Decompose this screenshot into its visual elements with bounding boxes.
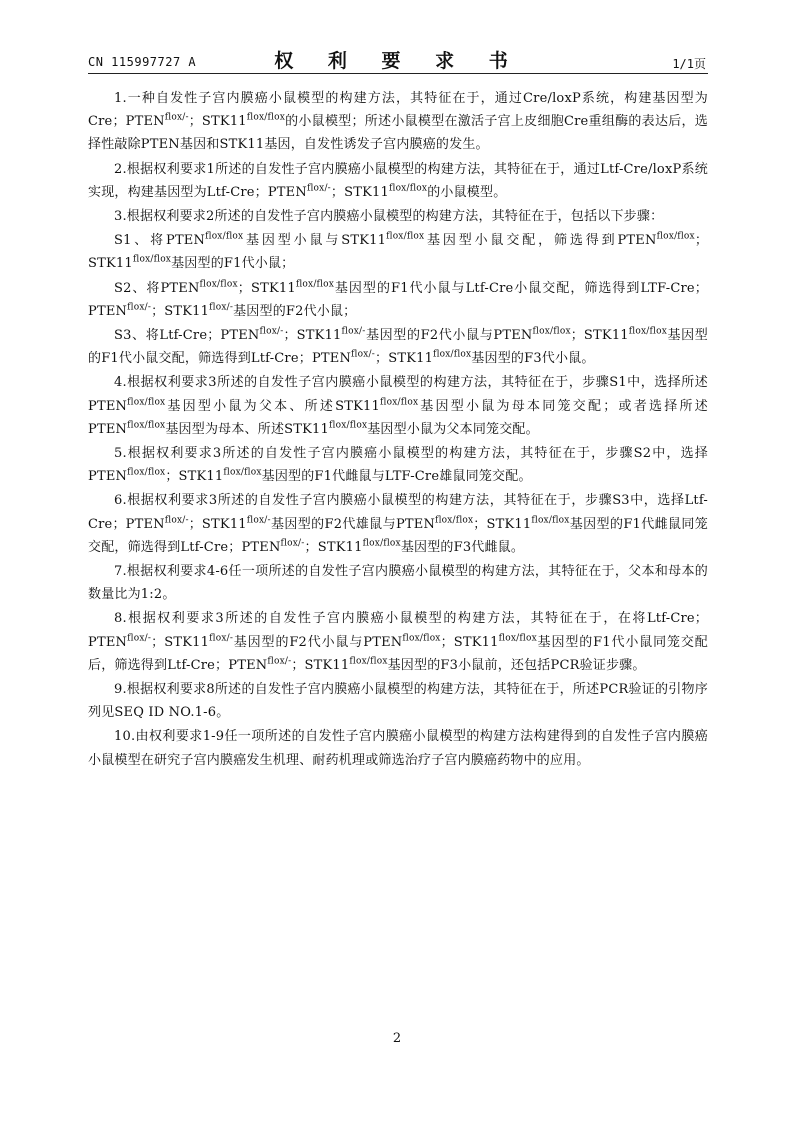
genotype-superscript: flox/- [306, 183, 331, 194]
genotype-superscript: flox/flox [362, 538, 401, 549]
genotype-superscript: flox/- [341, 326, 366, 337]
claims-body [88, 87, 708, 773]
genotype-superscript: flox/flox [435, 515, 474, 526]
claim-paragraph: 8.根据权利要求3所述的自发性子宫内膜癌小鼠模型的构建方法，其特征在于，在将Ltf-Cre；$PTEN^{flox/-}$；$STK11^{flox/-}$基因型的F2代小鼠与$PTEN^{flox/flox}$；$STK11^{flox/flox}$基因型的F1代小鼠同笼交配后，筛选得到Ltf-Cre；$PTEN^{flox/-}$；$STK11^{flox/flox}$基因型的F3小鼠前，还包括PCR验证步骤。 [88, 611, 708, 673]
genotype-superscript: flox/flox [498, 633, 537, 644]
claim-step: S1、将$PTEN^{flox/flox}$基因型小鼠与$STK11^{flox/flox}$基因型小鼠交配，筛选得到$PTEN^{flox/flox}$；$STK11^{flox/flox}$基因型的F1代小鼠； [88, 231, 709, 272]
page-indicator: 1/1页 [672, 57, 706, 71]
genotype-superscript: flox/flox [246, 112, 286, 123]
claim-step: S3、将Ltf-Cre；$PTEN^{flox/-}$；$STK11^{flox/-}$基因型的F2代小鼠与$PTEN^{flox/flox}$；$STK11^{flox/flox}$基因型的F1代小鼠交配，筛选得到Ltf-Cre；$PTEN^{flox/-}$；$STK11^{flox/flox}$基因型的F3代小鼠。 [88, 326, 708, 367]
genotype-superscript: flox/- [246, 515, 271, 526]
genotype-superscript: flox/- [209, 302, 234, 313]
genotype-superscript: flox/- [164, 112, 189, 123]
genotype-superscript: flox/flox [223, 467, 262, 478]
genotype-superscript: flox/flox [328, 420, 368, 431]
genotype-superscript: flox/flox [402, 633, 441, 644]
claim-paragraph: 7.根据权利要求4-6任一项所述的自发性子宫内膜癌小鼠模型的构建方法，其特征在于，父本和母本的数量比为1:2。 [88, 564, 708, 603]
genotype-superscript: flox/- [351, 349, 376, 360]
claim-step: S2、将$PTEN^{flox/flox}$；$STK11^{flox/flox}$基因型的F1代小鼠与Ltf-Cre小鼠交配，筛选得到LTF-Cre；$PTEN^{flox/-}$；$STK11^{flox/-}$基因型的F2代小鼠； [88, 279, 708, 319]
genotype-superscript: flox/flox [531, 515, 570, 526]
claim-paragraph: 3.根据权利要求2所述的自发性子宫内膜癌小鼠模型的构建方法，其特征在于，包括以下步骤： [114, 209, 664, 225]
genotype-superscript: flox/flox [433, 349, 472, 360]
claim-paragraph: 9.根据权利要求8所述的自发性子宫内膜癌小鼠模型的构建方法，其特征在于，所述PCR验证的引物序列见SEQ ID NO.1-6。 [88, 682, 708, 721]
genotype-superscript: flox/flox [295, 279, 335, 290]
genotype-superscript: flox/flox [132, 255, 172, 266]
genotype-superscript: flox/- [259, 326, 284, 337]
genotype-superscript: flox/flox [205, 231, 244, 242]
genotype-superscript: flox/flox [656, 231, 695, 242]
document-title: 权 利 要 求 书 [274, 50, 522, 72]
genotype-superscript: flox/- [127, 633, 152, 644]
genotype-superscript: flox/flox [532, 326, 571, 337]
genotype-superscript: flox/flox [349, 656, 388, 667]
page-number: 2 [392, 1031, 402, 1046]
genotype-superscript: flox/flox [127, 467, 166, 478]
genotype-superscript: flox/- [280, 538, 305, 549]
publication-number: CN 115997727 A [88, 55, 197, 69]
genotype-superscript: flox/- [209, 633, 234, 644]
claim-paragraph: 5.根据权利要求3所述的自发性子宫内膜癌小鼠模型的构建方法，其特征在于，步骤S2中，选择$PTEN^{flox/flox}$；$STK11^{flox/flox}$基因型的F1代雌鼠与LTF-Cre雄鼠同笼交配。 [88, 446, 708, 485]
claim-paragraph: 6.根据权利要求3所述的自发性子宫内膜癌小鼠模型的构建方法，其特征在于，步骤S3中，选择Ltf-Cre；$PTEN^{flox/-}$；$STK11^{flox/-}$基因型的F2代雄鼠与$PTEN^{flox/flox}$；$STK11^{flox/flox}$基因型的F1代雌鼠同笼交配，筛选得到Ltf-Cre；$PTEN^{flox/-}$；$STK11^{flox/flox}$基因型的F3代雌鼠。 [88, 493, 708, 555]
genotype-superscript: flox/flox [386, 231, 425, 242]
genotype-superscript: flox/flox [127, 397, 166, 408]
genotype-superscript: flox/flox [388, 183, 428, 194]
claim-paragraph: 10.由权利要求1-9任一项所述的自发性子宫内膜癌小鼠模型的构建方法构建得到的自发性子宫内膜癌小鼠模型在研究子宫内膜癌发生机理、耐药机理或筛选治疗子宫内膜癌药物中的应用。 [88, 729, 708, 768]
claim-paragraph: 2.根据权利要求1所述的自发性子宫内膜癌小鼠模型的构建方法，其特征在于，通过Ltf-Cre/loxP系统实现，构建基因型为Ltf-Cre；$PTEN^{flox/-}$；$STK11^{flox/flox}$的小鼠模型。 [88, 161, 708, 200]
genotype-superscript: flox/- [164, 515, 189, 526]
page-header [88, 46, 708, 74]
genotype-superscript: flox/flox [379, 397, 419, 408]
genotype-superscript: flox/flox [199, 279, 238, 290]
genotype-superscript: flox/- [127, 302, 152, 313]
genotype-superscript: flox/flox [628, 326, 668, 337]
genotype-superscript: flox/- [267, 656, 292, 667]
header-rule [88, 73, 708, 74]
genotype-superscript: flox/flox [127, 420, 166, 431]
claim-paragraph: 4.根据权利要求3所述的自发性子宫内膜癌小鼠模型的构建方法，其特征在于，步骤S1中，选择所述$PTEN^{flox/flox}$基因型小鼠为父本、所述$STK11^{flox/flox}$基因型小鼠为母本同笼交配；或者选择所述$PTEN^{flox/flox}$基因型为母本、所述$STK11^{flox/flox}$基因型小鼠为父本同笼交配。 [88, 375, 708, 437]
claim-paragraph: 1.一种自发性子宫内膜癌小鼠模型的构建方法，其特征在于，通过Cre/loxP系统，构建基因型为Cre；$PTEN^{flox/-}$；$STK11^{flox/flox}$的小鼠模型；所述小鼠模型在激活子宫上皮细胞Cre重组酶的表达后，选择性敲除PTEN基因和STK11基因，自发性诱发子宫内膜癌的发生。 [88, 91, 708, 153]
